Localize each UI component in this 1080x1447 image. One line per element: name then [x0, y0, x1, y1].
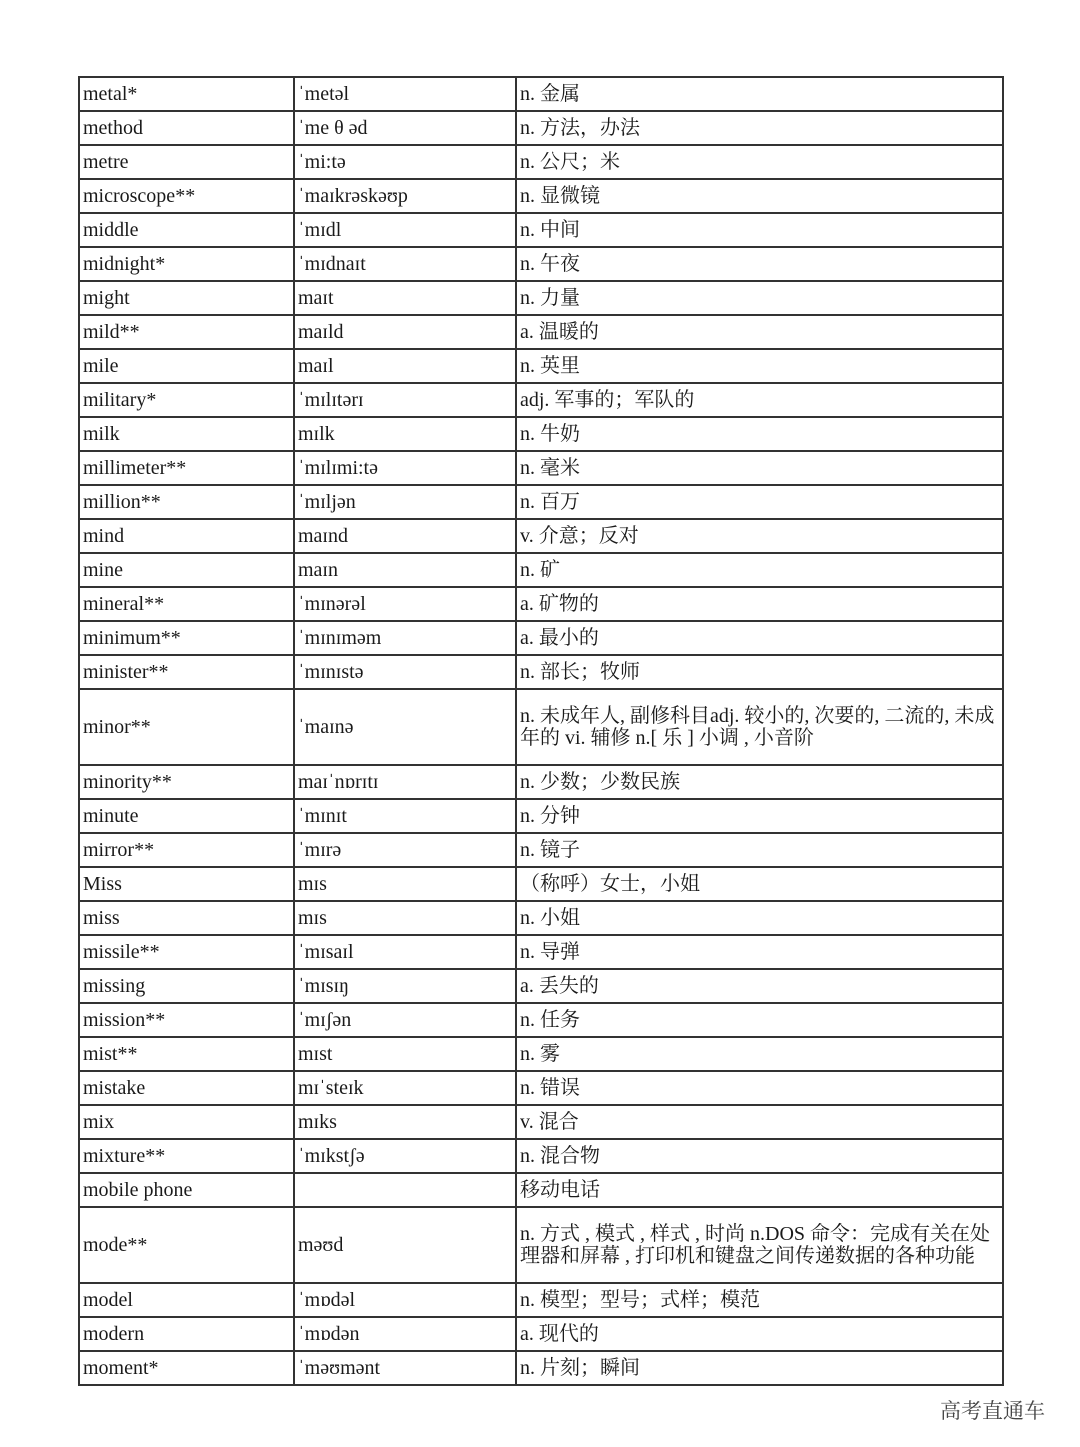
word-cell: mobile phone [79, 1173, 294, 1207]
word-cell: milk [79, 417, 294, 451]
phonetic-cell: mɪs [294, 867, 516, 901]
phonetic-cell: maɪl [294, 349, 516, 383]
word-cell: Miss [79, 867, 294, 901]
meaning-cell: n. 模型；型号；式样；模范 [516, 1283, 1003, 1317]
table-row [79, 383, 1003, 417]
word-cell: minute [79, 799, 294, 833]
table-row [79, 1105, 1003, 1139]
meaning-cell: n. 牛奶 [516, 417, 1003, 451]
table-row [79, 935, 1003, 969]
table-row [79, 867, 1003, 901]
meaning-cell: v. 混合 [516, 1105, 1003, 1139]
vocabulary-table [78, 76, 1004, 1386]
meaning-cell: n. 少数；少数民族 [516, 765, 1003, 799]
table-row [79, 247, 1003, 281]
meaning-cell: n. 百万 [516, 485, 1003, 519]
word-cell: mode** [79, 1207, 294, 1283]
table-row [79, 799, 1003, 833]
word-cell: mistake [79, 1071, 294, 1105]
word-cell: mist** [79, 1037, 294, 1071]
table-row [79, 145, 1003, 179]
phonetic-cell: mɪs [294, 901, 516, 935]
word-cell: metre [79, 145, 294, 179]
table-row [79, 315, 1003, 349]
phonetic-cell: mɪlk [294, 417, 516, 451]
meaning-cell: n. 毫米 [516, 451, 1003, 485]
meaning-cell: a. 丢失的 [516, 969, 1003, 1003]
phonetic-cell: ˈmɪlɪmi:tə [294, 451, 516, 485]
meaning-cell: adj. 军事的；军队的 [516, 383, 1003, 417]
meaning-cell: 移动电话 [516, 1173, 1003, 1207]
word-cell: method [79, 111, 294, 145]
meaning-cell: （称呼）女士，小姐 [516, 867, 1003, 901]
table-row [79, 485, 1003, 519]
meaning-cell: n. 中间 [516, 213, 1003, 247]
phonetic-cell: ˈmɪrə [294, 833, 516, 867]
meaning-cell: n. 公尺；米 [516, 145, 1003, 179]
table-row [79, 765, 1003, 799]
table-row [79, 1173, 1003, 1207]
meaning-cell: a. 矿物的 [516, 587, 1003, 621]
word-cell: model [79, 1283, 294, 1317]
meaning-cell: n. 任务 [516, 1003, 1003, 1037]
meaning-cell: n. 力量 [516, 281, 1003, 315]
phonetic-cell: maɪld [294, 315, 516, 349]
meaning-cell: n. 显微镜 [516, 179, 1003, 213]
table-row [79, 969, 1003, 1003]
word-cell: mission** [79, 1003, 294, 1037]
table-row [79, 111, 1003, 145]
table-row [79, 179, 1003, 213]
meaning-cell: n. 镜子 [516, 833, 1003, 867]
meaning-cell: n. 午夜 [516, 247, 1003, 281]
word-cell: minority** [79, 765, 294, 799]
word-cell: minimum** [79, 621, 294, 655]
phonetic-cell: maɪt [294, 281, 516, 315]
meaning-cell: v. 介意；反对 [516, 519, 1003, 553]
table-row [79, 1317, 1003, 1351]
phonetic-cell: ˈmaɪkrəskəʊp [294, 179, 516, 213]
meaning-cell: n. 矿 [516, 553, 1003, 587]
word-cell: miss [79, 901, 294, 935]
phonetic-cell: ˈmɪnɪt [294, 799, 516, 833]
meaning-cell: n. 方法，办法 [516, 111, 1003, 145]
word-cell: minister** [79, 655, 294, 689]
meaning-cell: a. 最小的 [516, 621, 1003, 655]
phonetic-cell: ˈmi:tə [294, 145, 516, 179]
phonetic-cell: ˈmaɪnə [294, 689, 516, 765]
table-row [79, 281, 1003, 315]
watermark: 高考直通车 [940, 1399, 1045, 1423]
phonetic-cell: ˈmɪlɪtərɪ [294, 383, 516, 417]
phonetic-cell: maɪˈnɒrɪtɪ [294, 765, 516, 799]
word-cell: mind [79, 519, 294, 553]
meaning-cell: n. 小姐 [516, 901, 1003, 935]
word-cell: millimeter** [79, 451, 294, 485]
word-cell: moment* [79, 1351, 294, 1385]
table-row [79, 77, 1003, 111]
phonetic-cell: maɪn [294, 553, 516, 587]
meaning-cell: n. 错误 [516, 1071, 1003, 1105]
phonetic-cell: mɪst [294, 1037, 516, 1071]
phonetic-cell: ˈmɪnɪməm [294, 621, 516, 655]
word-cell: mirror** [79, 833, 294, 867]
meaning-cell: n. 方式 , 模式 , 样式 , 时尚 n.DOS 命令：完成有关在处理器和屏幕 , 打印机和键盘之间传递数据的各种功能 [516, 1207, 1003, 1283]
table-row [79, 553, 1003, 587]
meaning-cell: a. 温暖的 [516, 315, 1003, 349]
phonetic-cell: maɪnd [294, 519, 516, 553]
table-row [79, 1207, 1003, 1283]
phonetic-cell: ˈməʊmənt [294, 1351, 516, 1385]
table-row [79, 655, 1003, 689]
meaning-cell: n. 分钟 [516, 799, 1003, 833]
word-cell: million** [79, 485, 294, 519]
word-cell: metal* [79, 77, 294, 111]
table-row [79, 1351, 1003, 1385]
meaning-cell: n. 雾 [516, 1037, 1003, 1071]
meaning-cell: n. 金属 [516, 77, 1003, 111]
word-cell: mineral** [79, 587, 294, 621]
phonetic-cell: ˈmɪʃən [294, 1003, 516, 1037]
word-cell: might [79, 281, 294, 315]
meaning-cell: n. 混合物 [516, 1139, 1003, 1173]
table-row [79, 1139, 1003, 1173]
phonetic-cell: ˈmɪnərəl [294, 587, 516, 621]
meaning-cell: n. 片刻；瞬间 [516, 1351, 1003, 1385]
phonetic-cell: ˈmɪsɪŋ [294, 969, 516, 1003]
word-cell: microscope** [79, 179, 294, 213]
phonetic-cell: ˈmɪljən [294, 485, 516, 519]
word-cell: midnight* [79, 247, 294, 281]
table-row [79, 587, 1003, 621]
table-row [79, 1003, 1003, 1037]
phonetic-cell: ˈmɪsaɪl [294, 935, 516, 969]
table-row [79, 621, 1003, 655]
phonetic-cell [294, 1173, 516, 1207]
word-cell: military* [79, 383, 294, 417]
table-row [79, 349, 1003, 383]
word-cell: modern [79, 1317, 294, 1351]
meaning-cell: a. 现代的 [516, 1317, 1003, 1351]
word-cell: missile** [79, 935, 294, 969]
phonetic-cell: ˈmɒdən [294, 1317, 516, 1351]
table-row [79, 451, 1003, 485]
phonetic-cell: ˈmɪdnaɪt [294, 247, 516, 281]
phonetic-cell: ˈmɪdl [294, 213, 516, 247]
table-row [79, 1037, 1003, 1071]
phonetic-cell: mɪks [294, 1105, 516, 1139]
meaning-cell: n. 未成年人, 副修科目adj. 较小的, 次要的, 二流的, 未成年的 vi. 辅修 n.[ 乐 ] 小调 , 小音阶 [516, 689, 1003, 765]
word-cell: minor** [79, 689, 294, 765]
table-row [79, 519, 1003, 553]
word-cell: mixture** [79, 1139, 294, 1173]
phonetic-cell: ˈmɪkstʃə [294, 1139, 516, 1173]
table-row [79, 1283, 1003, 1317]
phonetic-cell: ˈmɪnɪstə [294, 655, 516, 689]
table-row [79, 833, 1003, 867]
meaning-cell: n. 部长；牧师 [516, 655, 1003, 689]
table-row [79, 1071, 1003, 1105]
word-cell: mine [79, 553, 294, 587]
table-row [79, 417, 1003, 451]
word-cell: mild** [79, 315, 294, 349]
phonetic-cell: mɪˈsteɪk [294, 1071, 516, 1105]
word-cell: missing [79, 969, 294, 1003]
phonetic-cell: məʊd [294, 1207, 516, 1283]
table-row [79, 901, 1003, 935]
meaning-cell: n. 英里 [516, 349, 1003, 383]
word-cell: middle [79, 213, 294, 247]
meaning-cell: n. 导弹 [516, 935, 1003, 969]
phonetic-cell: ˈmɒdəl [294, 1283, 516, 1317]
table-row [79, 689, 1003, 765]
phonetic-cell: ˈmetəl [294, 77, 516, 111]
word-cell: mix [79, 1105, 294, 1139]
table-row [79, 213, 1003, 247]
phonetic-cell: ˈme θ əd [294, 111, 516, 145]
word-cell: mile [79, 349, 294, 383]
